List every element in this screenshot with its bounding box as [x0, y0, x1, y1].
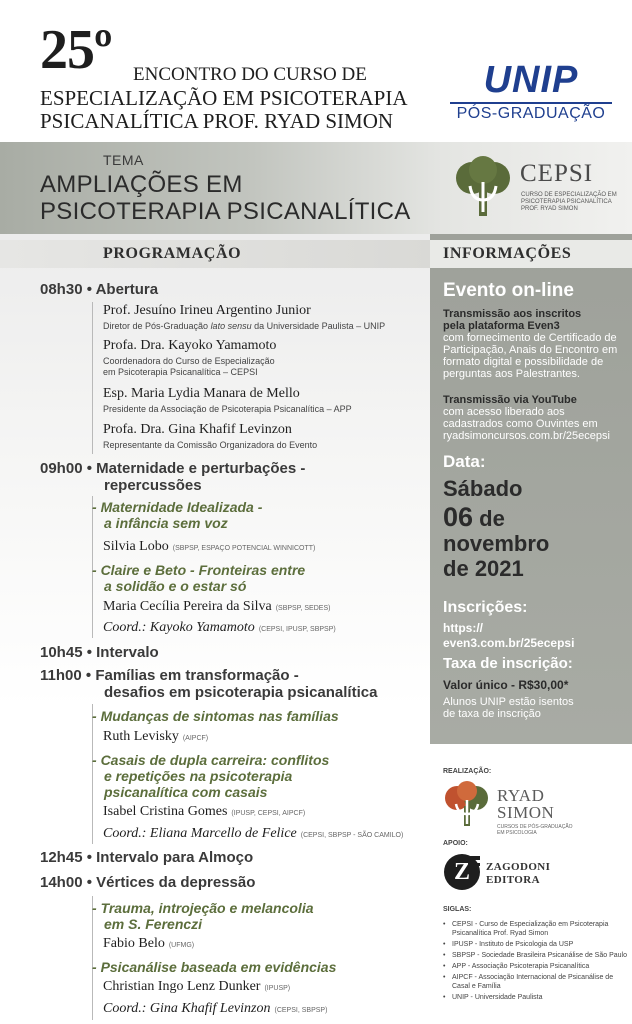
talk-title-line: Psicanálise baseada em evidências — [100, 959, 337, 975]
speaker-role — [103, 321, 385, 332]
talk-title-line: e repetições na psicoterapia — [104, 768, 293, 784]
cepsi-subtitle-line-1: CURSO DE ESPECIALIZAÇÃO EM — [521, 192, 617, 198]
talk-speaker — [103, 599, 330, 615]
talk-speaker-name: Ruth Levisky — [103, 729, 179, 744]
talk-title-line: Casais de dupla carreira: conflitos — [100, 752, 330, 768]
speaker-role: Presidente da Associação de Psicoterapia Psicanalítica – APP — [103, 404, 352, 414]
event-online-title: Evento on-line — [443, 280, 574, 301]
cepsi-subtitle — [521, 192, 621, 213]
even3-block — [443, 308, 629, 380]
fee-value: Valor único - R$30,00* — [443, 678, 569, 692]
talk-title: - Claire e Beto - Fronteiras entre a solidão e o estar só — [92, 562, 306, 594]
even3-text-line: Participação, Anais do Encontro em — [443, 344, 618, 356]
session-time: 08h30 — [40, 281, 83, 298]
talk-title-line: Mudanças de sintomas nas famílias — [100, 708, 339, 724]
realizacao-label: REALIZAÇÃO: — [443, 768, 492, 775]
coordinator-affiliation: (CEPSI, SBPSP) — [274, 1007, 328, 1014]
session-time: 09h00 — [40, 460, 83, 477]
talk-speaker — [103, 729, 208, 745]
zagodoni-name-line: ZAGODONI — [486, 861, 551, 873]
speaker-role — [103, 356, 275, 378]
even3-heading-line: pela plataforma Even3 — [443, 320, 560, 332]
ryad-simon-subtitle-line: EM PSICOLOGIA — [497, 830, 537, 836]
coordinator-affiliation: (CEPSI, SBPSP - SÃO CAMILO) — [300, 832, 404, 839]
session-title: Intervalo — [96, 644, 159, 661]
cepsi-name: CEPSI — [520, 160, 594, 187]
talk-speaker-affiliation: (UFMG) — [168, 942, 195, 949]
session-title-line-2: repercussões — [104, 477, 202, 494]
session-coordinator — [103, 1001, 327, 1017]
talk-speaker-affiliation: (SBPSP, ESPAÇO POTENCIAL WINNICOTT) — [172, 545, 316, 552]
coordinator-affiliation: (CEPSI, IPUSP, SBPSP) — [258, 626, 336, 633]
speaker-role-text: Diretor de Pós-Graduação — [103, 321, 211, 331]
talk-speaker-name: Silvia Lobo — [103, 539, 169, 554]
talk-speaker-affiliation: (IPUSP) — [264, 985, 291, 992]
cepsi-subtitle-line-3: PROF. RYAD SIMON — [521, 206, 578, 212]
date-label: Data: — [443, 452, 486, 471]
date-year: 2021 — [474, 556, 524, 581]
session-1045: 10h45 • Intervalo — [40, 644, 159, 661]
session-title: Intervalo para Almoço — [96, 849, 254, 866]
theme-title — [40, 171, 411, 225]
theme-title-line-1: AMPLIAÇÕES EM — [40, 171, 243, 198]
speaker-name: Profa. Dra. Gina Khafif Levinzon — [103, 422, 292, 437]
talk-speaker-name: Maria Cecília Pereira da Silva — [103, 599, 272, 614]
siglas-label: SIGLAS: — [443, 906, 472, 913]
talk-speaker — [103, 936, 194, 952]
speaker-role-line: em Psicoterapia Psicanalítica – CEPSI — [103, 367, 258, 377]
session-0900: 09h00 • Maternidade e perturbações - repercussões — [40, 460, 306, 494]
unip-logo-word: UNIP — [483, 59, 579, 101]
info-column — [430, 234, 632, 744]
poster-header — [0, 0, 632, 142]
youtube-text-line: com acesso liberado aos — [443, 406, 565, 418]
talk-title-line: psicanalítica com casais — [104, 784, 268, 800]
registration-link-line[interactable]: https:// — [443, 621, 483, 635]
coordinator-name: Coord.: Kayoko Yamamoto — [103, 620, 255, 635]
session-title-line-1: Famílias em transformação - — [95, 667, 299, 684]
theme-label: TEMA — [103, 152, 144, 168]
session-time: 14h00 — [40, 874, 83, 891]
talk-speaker-affiliation: (AIPCF) — [182, 735, 209, 742]
talk-speaker — [103, 539, 315, 555]
youtube-block — [443, 394, 629, 442]
session-time: 10h45 — [40, 644, 83, 661]
date-connector: de — [479, 506, 505, 531]
youtube-heading: Transmissão via YouTube — [443, 394, 577, 406]
siglas-list — [443, 920, 629, 1004]
registration-link-line[interactable]: even3.com.br/25ecepsi — [443, 636, 575, 650]
speaker-name: Esp. Maria Lydia Manara de Mello — [103, 386, 300, 401]
header-title-line-1: ENCONTRO DO CURSO DE — [133, 64, 367, 85]
youtube-link[interactable]: ryadsimoncursos.com.br/25ecepsi — [443, 430, 610, 442]
session-title-line-2: desafios em psicoterapia psicanalítica — [104, 684, 378, 701]
talk-speaker-name: Christian Ingo Lenz Dunker — [103, 979, 261, 994]
coordinator-name: Coord.: Gina Khafif Levinzon — [103, 1001, 271, 1016]
talk-title: - Mudanças de sintomas nas famílias — [92, 708, 339, 724]
talk-title-line: Maternidade Idealizada - — [100, 499, 263, 515]
talk-title: - Casais de dupla carreira: conflitos e repetições na psicoterapia psicanalítica com casais — [92, 752, 330, 800]
header-title-line-3: PSICANALÍTICA PROF. RYAD SIMON — [40, 109, 394, 133]
zagodoni-name-line: EDITORA — [486, 874, 540, 886]
speaker-role-text: da Universidade Paulista – UNIP — [251, 321, 386, 331]
speaker-name: Profa. Dra. Kayoko Yamamoto — [103, 338, 277, 353]
theme-band — [0, 142, 632, 234]
even3-text-line: formato digital e possibilidade de — [443, 356, 604, 368]
fee-exemption-line: Alunos UNIP estão isentos — [443, 696, 574, 708]
sigla-item: • IPUSP - Instituto de Psicologia da USP — [443, 940, 629, 949]
session-time: 11h00 — [40, 667, 82, 684]
even3-heading-line: Transmissão aos inscritos — [443, 308, 582, 320]
date-weekday: Sábado — [443, 476, 523, 501]
session-title: Vértices da depressão — [96, 874, 256, 891]
sigla-item: • APP - Associação Psicoterapia Psicanalítica — [443, 962, 629, 971]
session-title: Abertura — [95, 281, 159, 298]
session-coordinator — [103, 620, 336, 636]
cepsi-subtitle-line-2: PSICOTERAPIA PSICANALÍTICA — [521, 199, 612, 205]
header-title-line-2: ESPECIALIZAÇÃO EM PSICOTERAPIA — [40, 86, 408, 110]
talk-speaker-affiliation: (SBPSP, SEDES) — [275, 605, 331, 612]
fee-exemption-line: de taxa de inscrição — [443, 708, 541, 720]
talk-title: - Trauma, introjeção e melancolia em S. Ferenczi — [92, 900, 314, 932]
even3-text-line: perguntas aos Palestrantes. — [443, 368, 580, 380]
date-day: 06 — [443, 502, 474, 532]
cepsi-tree-icon — [450, 156, 516, 222]
unip-logo-subtitle: PÓS-GRADUAÇÃO — [450, 102, 612, 123]
ryad-simon-name — [497, 787, 554, 821]
coordinator-name: Coord.: Eliana Marcello de Felice — [103, 826, 297, 841]
program-heading: PROGRAMAÇÃO — [103, 245, 242, 262]
speaker-role: Representante da Comissão Organizadora do Evento — [103, 440, 318, 450]
talk-speaker — [103, 979, 290, 995]
session-0830: 08h30 • Abertura — [40, 281, 159, 298]
zagodoni-name — [486, 861, 550, 887]
event-date — [443, 476, 629, 581]
sigla-item: • CEPSI - Curso de Especialização em Psicoterapia Psicanalítica Prof. Ryad Simon — [443, 920, 629, 938]
speaker-role-italic: lato sensu — [210, 321, 252, 331]
date-connector: de — [443, 556, 469, 581]
talk-speaker-name: Fabio Belo — [103, 936, 165, 951]
date-month: novembro — [443, 531, 550, 556]
session-title-line-1: Maternidade e perturbações - — [96, 460, 306, 477]
sigla-item: • UNIP - Universidade Paulista — [443, 993, 629, 1002]
ryad-simon-name-line: SIMON — [497, 803, 555, 822]
sponsors-column — [430, 744, 632, 1024]
registration-link[interactable] — [443, 621, 629, 651]
talk-title-line: Trauma, introjeção e melancolia — [100, 900, 314, 916]
speaker-name: Prof. Jesuíno Irineu Argentino Junior — [103, 303, 311, 318]
talk-speaker — [103, 804, 305, 820]
talk-title-line: em S. Ferenczi — [104, 916, 203, 932]
session-1400: 14h00 • Vértices da depressão — [40, 874, 256, 891]
talk-speaker-name: Isabel Cristina Gomes — [103, 804, 228, 819]
session-1245: 12h45 • Intervalo para Almoço — [40, 849, 254, 866]
registration-label: Inscrições: — [443, 599, 528, 616]
talk-title-line: a infância sem voz — [104, 515, 228, 531]
program-column — [0, 234, 430, 1024]
apoio-label: APOIO: — [443, 840, 468, 847]
fee-exemption — [443, 696, 629, 720]
ryad-simon-name-line: RYAD — [497, 786, 545, 805]
ryad-simon-subtitle-line: CURSOS DE PÓS-GRADUAÇÃO — [497, 824, 573, 830]
info-heading: INFORMAÇÕES — [443, 245, 572, 262]
youtube-text-line: cadastrados como Ouvintes em — [443, 418, 598, 430]
session-divider — [92, 302, 93, 454]
talk-title: - Maternidade Idealizada - a infância sem voz — [92, 499, 263, 531]
talk-title: - Psicanálise baseada em evidências — [92, 959, 337, 975]
sigla-item: • AIPCF - Associação Internacional de Psicanálise de Casal e Família — [443, 973, 629, 991]
info-heading-bar — [430, 240, 632, 268]
session-1100: 11h00 • Famílias em transformação - desafios em psicoterapia psicanalítica — [40, 667, 378, 701]
talk-title-line: Claire e Beto - Fronteiras entre — [100, 562, 306, 578]
unip-logo — [450, 60, 612, 123]
sigla-item: • SBPSP - Sociedade Brasileira Psicanálise de São Paulo — [443, 951, 629, 960]
speaker-role-line: Coordenadora do Curso de Especialização — [103, 356, 275, 366]
theme-title-line-2: PSICOTERAPIA PSICANALÍTICA — [40, 198, 411, 225]
fee-label: Taxa de inscrição: — [443, 655, 573, 672]
zagodoni-letter: Z — [453, 859, 470, 885]
talk-title-line: a solidão e o estar só — [104, 578, 247, 594]
even3-text-line: com fornecimento de Certificado de — [443, 332, 617, 344]
session-coordinator — [103, 826, 403, 842]
zagodoni-logo-icon — [442, 852, 482, 892]
edition-number: 25º — [40, 19, 112, 81]
program-heading-bar — [0, 240, 430, 268]
ryad-simon-subtitle — [497, 824, 587, 836]
talk-speaker-affiliation: (IPUSP, CEPSI, AIPCF) — [231, 810, 306, 817]
ryad-simon-tree-icon — [442, 780, 492, 830]
session-time: 12h45 — [40, 849, 83, 866]
